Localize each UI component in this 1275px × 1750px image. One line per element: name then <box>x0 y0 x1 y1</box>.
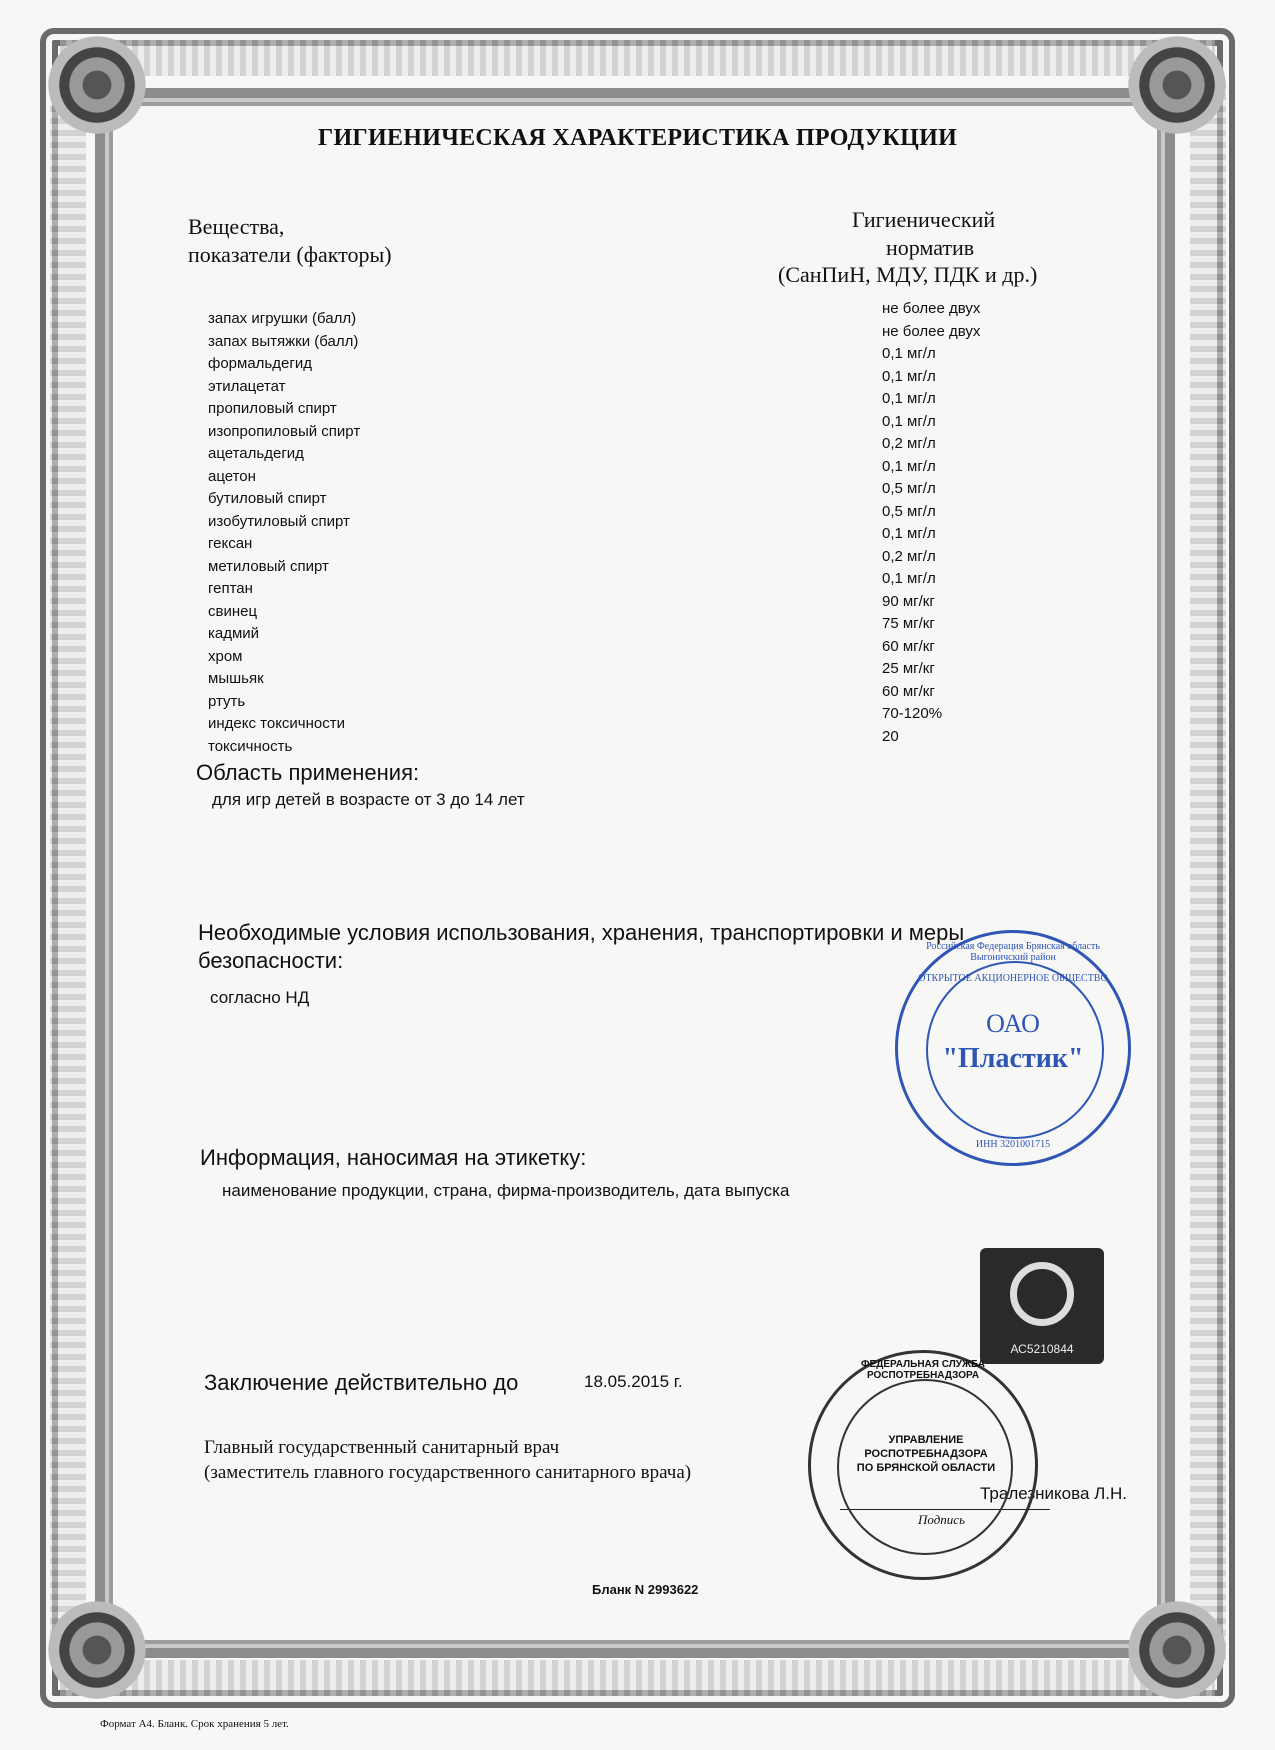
substance-item: ацетон <box>208 467 256 485</box>
substance-item: хром <box>208 647 243 665</box>
info-label: Информация, наносимая на этикетку: <box>200 1145 587 1170</box>
left-header-line-1: Вещества, <box>188 214 285 239</box>
substance-item: индекс токсичности <box>208 715 345 732</box>
bottom-guilloche-band <box>60 1660 1215 1696</box>
valid-until-label: Заключение действительно до <box>204 1370 519 1395</box>
norm-value: 0,2 мг/л <box>882 435 936 452</box>
norm-value: 70-120% <box>882 705 943 722</box>
left-header-line-2: показатели (факторы) <box>188 242 392 267</box>
corner-ornament-top-left <box>42 30 152 140</box>
company-stamp <box>895 930 1131 1166</box>
norm-value: 60 мг/кг <box>882 682 935 700</box>
norm-value: 0,1 мг/л <box>882 570 936 587</box>
left-guilloche-band <box>50 80 86 1660</box>
stamp-inn: ИНН 3201001715 <box>975 1139 1051 1150</box>
right-header-line-1: Гигиенический <box>852 207 996 232</box>
seal-center-text: УПРАВЛЕНИЕ РОСПОТРЕБНАДЗОРА ПО БРЯНСКОЙ ОБЛАСТИ <box>856 1434 996 1474</box>
substance-item: этилацетат <box>208 377 286 395</box>
info-value: наименование продукции, страна, фирма-производитель, дата выпуска <box>222 1181 790 1200</box>
substance-item: гептан <box>208 580 253 597</box>
substance-item: изопропиловый спирт <box>208 422 361 440</box>
norm-value: 0,5 мг/л <box>882 502 936 520</box>
norm-value: 0,1 мг/л <box>882 412 936 430</box>
top-guilloche-band <box>60 40 1215 76</box>
doctor-title-line-2: (заместитель главного государственного санитарного врача) <box>204 1462 692 1483</box>
substance-item: мышьяк <box>208 670 264 687</box>
stamp-org-name: "Пластик" <box>942 1043 1084 1074</box>
substance-item: метиловый спирт <box>208 557 329 575</box>
hologram-code: АС5210844 <box>1010 1342 1074 1356</box>
stamp-ring-text: Российская Федерация Брянская область Выгоничский район <box>926 941 1100 963</box>
norm-value: 20 <box>882 727 899 745</box>
corner-ornament-bottom-left <box>42 1595 152 1705</box>
right-header-line-2: норматив <box>886 235 975 260</box>
substance-item: формальдегид <box>208 355 312 372</box>
substance-item: свинец <box>208 602 258 620</box>
official-seal <box>808 1350 1038 1580</box>
right-guilloche-band <box>1190 80 1226 1660</box>
signature-caption: Подпись <box>918 1512 965 1527</box>
stamp-ring-text-2: ОТКРЫТОЕ АКЦИОНЕРНОЕ ОБЩЕСТВО <box>918 973 1108 984</box>
norm-value: 0,1 мг/л <box>882 525 936 542</box>
norm-value: 60 мг/кг <box>882 637 935 655</box>
seal-ring-text: ФЕДЕРАЛЬНАЯ СЛУЖБА РОСПОТРЕБНАДЗОРА <box>860 1359 986 1381</box>
conditions-label-line-2: безопасности: <box>198 948 344 973</box>
substance-item: запах вытяжки (балл) <box>208 332 359 350</box>
norm-value: 0,2 мг/л <box>882 547 936 565</box>
hologram-circle-icon <box>1010 1262 1074 1326</box>
hologram-mark <box>980 1248 1104 1364</box>
substance-item: ртуть <box>208 692 246 710</box>
norm-value: 75 мг/кг <box>882 615 935 632</box>
norm-value: 0,5 мг/л <box>882 480 936 497</box>
norm-value: 25 мг/кг <box>882 660 935 677</box>
scope-label: Область применения: <box>196 760 420 785</box>
conditions-label-line-1: Необходимые условия использования, хранения, транспортировки и меры <box>198 920 965 945</box>
norm-value: 90 мг/кг <box>882 592 935 610</box>
substance-item: запах игрушки (балл) <box>208 310 357 327</box>
substance-item: бутиловый спирт <box>208 490 327 507</box>
footer-note: Формат А4. Бланк. Срок хранения 5 лет. <box>100 1718 289 1730</box>
substance-item: кадмий <box>208 625 260 642</box>
stamp-org-type: ОАО <box>986 1009 1040 1038</box>
norm-value: 0,1 мг/л <box>882 390 936 407</box>
substance-item: гексан <box>208 535 253 552</box>
substance-item: ацетальдегид <box>208 445 304 462</box>
form-number: Бланк N 2993622 <box>592 1582 699 1597</box>
right-header-line-3: (СанПиН, МДУ, ПДК и др.) <box>778 262 1038 287</box>
substance-item: изобутиловый спирт <box>208 512 350 530</box>
norm-value: 0,1 мг/л <box>882 457 936 475</box>
conditions-value: согласно НД <box>210 988 310 1007</box>
signer-name: Тралезникова Л.Н. <box>980 1484 1127 1503</box>
substance-item: пропиловый спирт <box>208 400 337 417</box>
norm-value: не более двух <box>882 300 981 317</box>
norm-value: 0,1 мг/л <box>882 367 936 385</box>
valid-until-date: 18.05.2015 г. <box>584 1372 683 1391</box>
scope-value: для игр детей в возрасте от 3 до 14 лет <box>212 790 525 809</box>
norm-value: 0,1 мг/л <box>882 345 936 362</box>
doctor-title-line-1: Главный государственный санитарный врач <box>204 1437 560 1458</box>
document-title: ГИГИЕНИЧЕСКАЯ ХАРАКТЕРИСТИКА ПРОДУКЦИИ <box>317 125 958 151</box>
corner-ornament-bottom-right <box>1122 1595 1232 1705</box>
substance-item: токсичность <box>208 737 293 755</box>
norm-value: не более двух <box>882 322 981 340</box>
corner-ornament-top-right <box>1122 30 1232 140</box>
